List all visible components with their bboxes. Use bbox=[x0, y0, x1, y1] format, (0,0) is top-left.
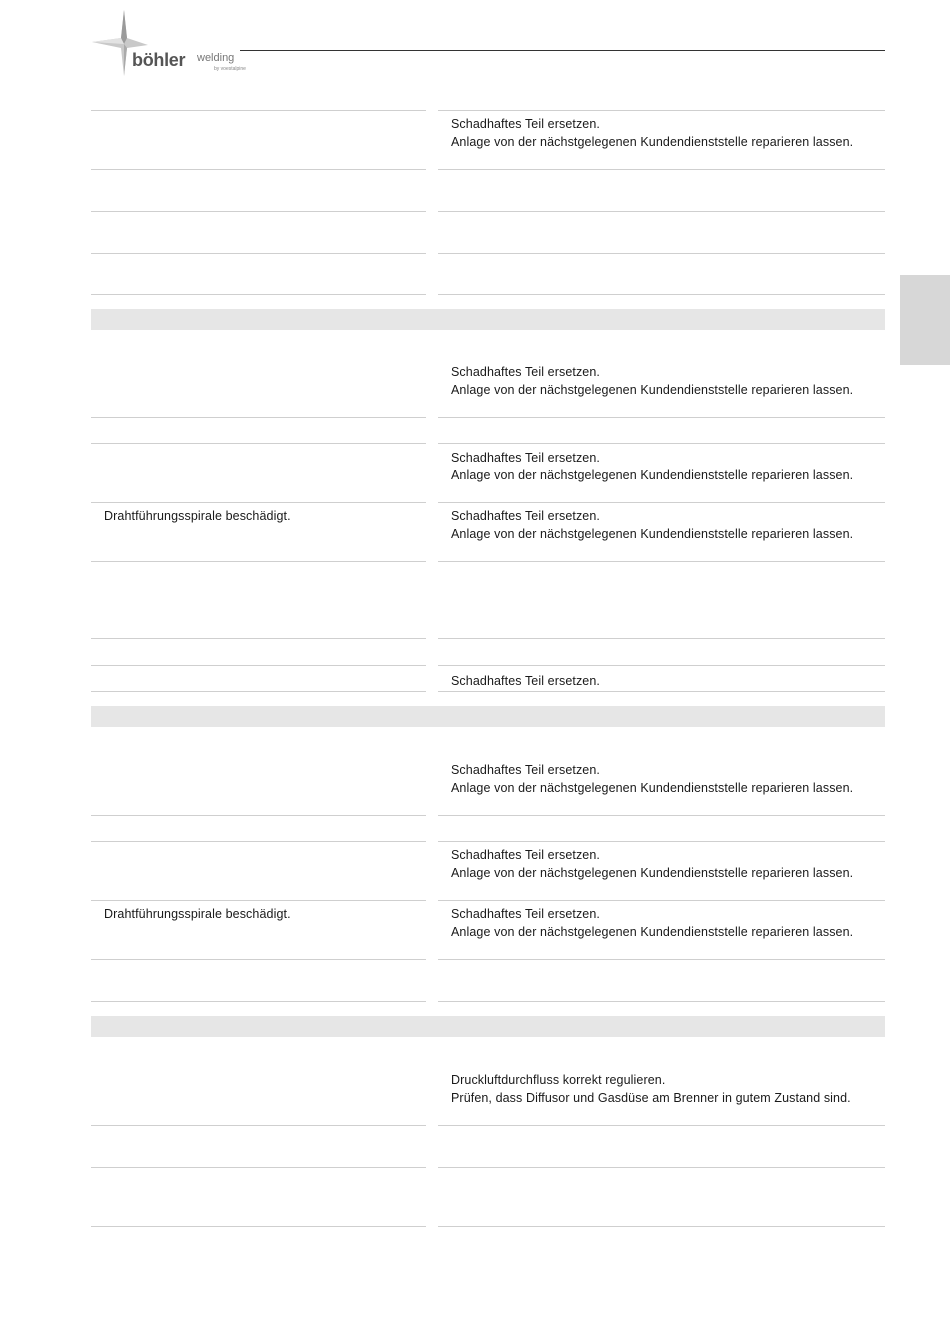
solution-cell bbox=[438, 960, 885, 1002]
cause-cell bbox=[91, 444, 426, 503]
solution-line: Schadhaftes Teil ersetzen. bbox=[451, 365, 600, 379]
cause-cell bbox=[91, 170, 426, 212]
solution-cell bbox=[438, 418, 885, 444]
solution-line: Anlage von der nächstgelegenen Kundendienststelle reparieren lassen. bbox=[451, 527, 854, 541]
solution-line: Druckluftdurchfluss korrekt regulieren. bbox=[451, 1073, 666, 1087]
solution-cell bbox=[438, 842, 885, 901]
table-row bbox=[0, 562, 950, 639]
cause-text: Drahtführungsspirale beschädigt. bbox=[104, 509, 291, 523]
table-row bbox=[0, 901, 950, 960]
solution-line: Anlage von der nächstgelegenen Kundendienststelle reparieren lassen. bbox=[451, 383, 854, 397]
solution-line: Schadhaftes Teil ersetzen. bbox=[451, 848, 600, 862]
solution-cell bbox=[438, 444, 885, 503]
solution-line: Schadhaftes Teil ersetzen. bbox=[451, 509, 600, 523]
cause-cell bbox=[91, 1126, 426, 1168]
solution-line: Schadhaftes Teil ersetzen. bbox=[451, 763, 600, 777]
solution-line: Schadhaftes Teil ersetzen. bbox=[451, 907, 600, 921]
table-row bbox=[0, 444, 950, 503]
bohler-welding-logo bbox=[90, 8, 250, 80]
table-row bbox=[0, 639, 950, 666]
solution-cell bbox=[438, 901, 885, 960]
cause-text: Drahtführungsspirale beschädigt. bbox=[104, 907, 291, 921]
solution-cell bbox=[438, 503, 885, 562]
table-row bbox=[0, 170, 950, 212]
solution-line: Anlage von der nächstgelegenen Kundendienststelle reparieren lassen. bbox=[451, 781, 854, 795]
solution-cell bbox=[438, 727, 885, 816]
cause-cell bbox=[91, 901, 426, 960]
cause-cell bbox=[91, 254, 426, 295]
solution-cell bbox=[438, 816, 885, 842]
section-header-bar bbox=[91, 706, 885, 727]
brand-sub: welding bbox=[197, 52, 235, 64]
solution-cell bbox=[438, 562, 885, 639]
cause-cell bbox=[91, 212, 426, 254]
cause-cell bbox=[91, 111, 426, 170]
cause-cell bbox=[91, 639, 426, 666]
table-row bbox=[0, 960, 950, 1002]
solution-line: Schadhaftes Teil ersetzen. bbox=[451, 674, 600, 688]
table-row bbox=[0, 727, 950, 816]
cause-cell bbox=[91, 1168, 426, 1227]
solution-cell bbox=[438, 639, 885, 666]
solution-cell bbox=[438, 330, 885, 418]
solution-cell bbox=[438, 1126, 885, 1168]
table-row bbox=[0, 330, 950, 418]
cause-cell bbox=[91, 727, 426, 816]
table-row bbox=[0, 212, 950, 254]
solution-line: Schadhaftes Teil ersetzen. bbox=[451, 117, 600, 131]
solution-cell bbox=[438, 212, 885, 254]
cause-cell bbox=[91, 562, 426, 639]
brand-tagline: by voestalpine bbox=[214, 66, 246, 72]
brand-name: böhler bbox=[132, 50, 186, 70]
cause-cell bbox=[91, 330, 426, 418]
cause-cell bbox=[91, 666, 426, 692]
table-row bbox=[0, 503, 950, 562]
table-row bbox=[0, 842, 950, 901]
solution-line: Prüfen, dass Diffusor und Gasdüse am Brenner in gutem Zustand sind. bbox=[451, 1091, 851, 1105]
header-rule bbox=[240, 50, 885, 51]
table-row bbox=[0, 1126, 950, 1168]
cause-cell bbox=[91, 503, 426, 562]
section-header-bar bbox=[91, 1016, 885, 1037]
table-row bbox=[0, 418, 950, 444]
table-row bbox=[0, 1168, 950, 1227]
cause-cell bbox=[91, 842, 426, 901]
cause-cell bbox=[91, 960, 426, 1002]
solution-line: Anlage von der nächstgelegenen Kundendienststelle reparieren lassen. bbox=[451, 925, 854, 939]
solution-cell bbox=[438, 111, 885, 170]
section-header-bar bbox=[91, 309, 885, 330]
solution-cell bbox=[438, 666, 885, 692]
table-row bbox=[0, 111, 950, 170]
solution-cell bbox=[438, 254, 885, 295]
solution-cell bbox=[438, 1037, 885, 1126]
cause-cell bbox=[91, 1037, 426, 1126]
table-row bbox=[0, 254, 950, 295]
solution-line: Anlage von der nächstgelegenen Kundendienststelle reparieren lassen. bbox=[451, 468, 854, 482]
table-row bbox=[0, 666, 950, 692]
solution-line: Anlage von der nächstgelegenen Kundendienststelle reparieren lassen. bbox=[451, 866, 854, 880]
cause-cell bbox=[91, 816, 426, 842]
solution-line: Anlage von der nächstgelegenen Kundendienststelle reparieren lassen. bbox=[451, 135, 854, 149]
solution-line: Schadhaftes Teil ersetzen. bbox=[451, 451, 600, 465]
cause-cell bbox=[91, 418, 426, 444]
solution-cell bbox=[438, 1168, 885, 1227]
table-row bbox=[0, 816, 950, 842]
solution-cell bbox=[438, 170, 885, 212]
table-row bbox=[0, 1037, 950, 1126]
